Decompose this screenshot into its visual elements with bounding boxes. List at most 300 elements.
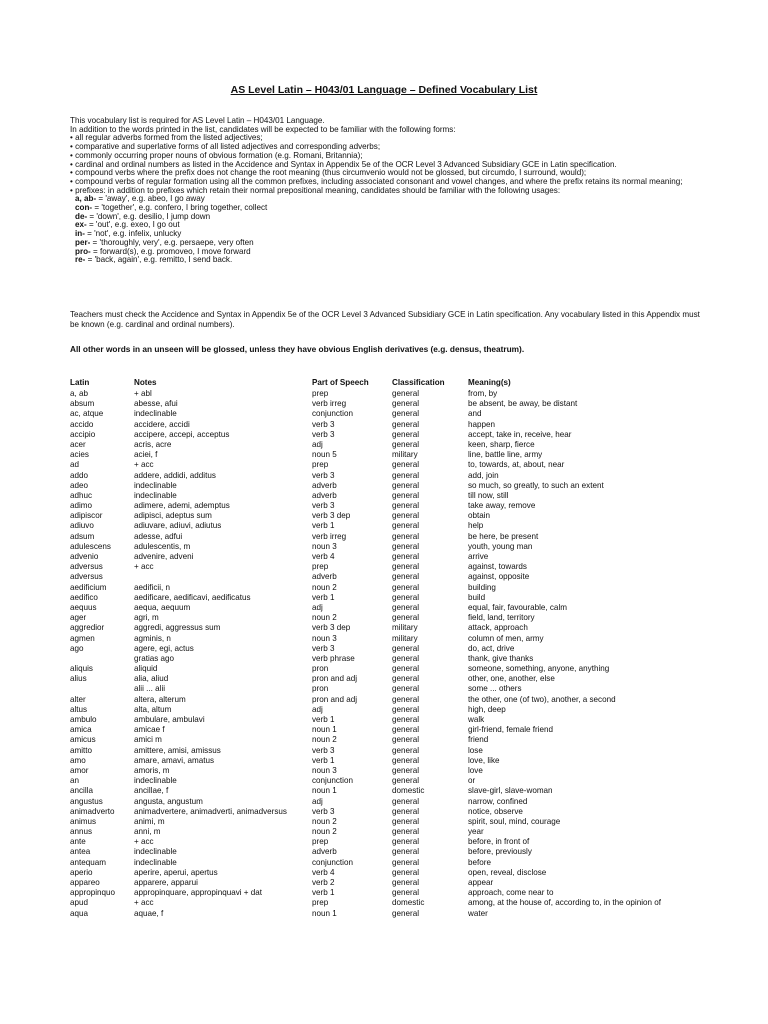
bullet-item: • prefixes: in addition to prefixes which retain their normal prepositional meaning, candidates should be familiar with the following usages: (70, 185, 561, 195)
table-row (70, 481, 720, 491)
meaning-cell: or (468, 776, 476, 786)
notes-cell: addere, addidi, additus (134, 470, 216, 480)
latin-cell: ago (70, 643, 84, 653)
latin-cell: apud (70, 898, 89, 908)
classification-cell: general (392, 827, 420, 837)
meaning-cell: appear (468, 878, 494, 887)
notes-cell: + acc (134, 460, 154, 470)
classification-cell: general (392, 582, 420, 592)
prefix-item (70, 256, 710, 265)
meaning-cell: help (468, 521, 484, 531)
latin-cell: ad (70, 460, 80, 470)
part-of-speech-cell: verb 3 (312, 643, 335, 653)
meaning-cell: against, towards (468, 562, 527, 572)
meaning-cell: open, reveal, disclose (468, 867, 547, 877)
meaning-cell: among, at the house of, according to, in the opinion of (468, 898, 662, 908)
classification-cell: general (392, 419, 420, 429)
table-row (70, 634, 720, 644)
part-of-speech-cell: noun 1 (312, 725, 337, 735)
classification-cell: general (392, 399, 420, 409)
latin-cell: amitto (70, 745, 93, 755)
table-row (70, 705, 720, 715)
table-row (70, 572, 720, 582)
notes-cell: indeclinable (134, 857, 177, 867)
table-row (70, 674, 720, 684)
meaning-cell: before, previously (468, 847, 532, 857)
meaning-cell: till now, still (468, 490, 509, 500)
latin-cell: adipiscor (70, 511, 103, 521)
table-row (70, 684, 720, 694)
classification-cell: general (392, 562, 420, 572)
part-of-speech-cell: conjunction (312, 776, 353, 786)
prefix-meaning: = 'away', e.g. abeo, I go away (96, 194, 205, 204)
bullet-item: • comparative and superlative forms of all listed adjectives and corresponding adverbs; (70, 142, 381, 152)
table-row (70, 440, 720, 450)
notes-cell: aliquid (134, 664, 158, 674)
prefix-term: in- (75, 229, 85, 239)
document-title: AS Level Latin – H043/01 Language – Defined Vocabulary List (230, 84, 538, 96)
meaning-cell: narrow, confined (468, 796, 528, 806)
table-row (70, 797, 720, 807)
table-row (70, 583, 720, 593)
teachers-note: Teachers must check the Accidence and Syntax in Appendix 5e of the OCR Level 3 Advanced Subsidiary GCE in Latin specification. Any vocabulary listed in this Appendix must be known (e.g. cardinal and ordinal numbers). (70, 310, 700, 329)
meaning-cell: add, join (468, 470, 499, 480)
meaning-cell: love, like (468, 755, 500, 765)
part-of-speech-cell: noun 2 (312, 735, 337, 745)
classification-cell: general (392, 684, 420, 694)
prefix-meaning: = 'back, again', e.g. remitto, I send back. (85, 255, 233, 265)
classification-cell: domestic (392, 786, 425, 796)
notes-cell: adipisci, adeptus sum (134, 511, 212, 521)
latin-cell: altus (70, 704, 88, 714)
notes-cell: indeclinable (134, 847, 177, 857)
intro-line: This vocabulary list is required for AS Level Latin – H043/01 Language. (70, 116, 325, 125)
latin-cell: adhuc (70, 490, 93, 500)
notes-cell: angusta, angustum (134, 796, 203, 806)
notes-cell: accidere, accidi (134, 419, 190, 429)
classification-cell: general (392, 470, 420, 480)
table-row (70, 460, 720, 470)
notes-cell: aciei, f (134, 450, 158, 460)
latin-cell: ancilla (70, 786, 93, 796)
classification-cell: general (392, 908, 420, 918)
table-row (70, 746, 720, 756)
bullet-item: • all regular adverbs formed from the listed adjectives; (70, 133, 263, 143)
classification-cell: general (392, 725, 420, 735)
latin-cell: aedifico (70, 592, 98, 602)
classification-cell: general (392, 439, 420, 449)
classification-cell: general (392, 541, 420, 551)
classification-cell: general (392, 429, 420, 439)
prefix-meaning: = 'together', e.g. confero, I bring together, collect (92, 203, 268, 213)
latin-cell: a, ab (70, 389, 89, 398)
classification-cell: general (392, 613, 420, 623)
meaning-cell: walk (468, 715, 485, 724)
latin-cell: adiuvo (70, 521, 94, 531)
latin-cell: appareo (70, 878, 100, 887)
prefix-meaning: = forward(s), e.g. promoveo, I move forward (90, 246, 251, 256)
notes-cell: adulescentis, m (134, 541, 191, 551)
classification-cell: general (392, 602, 420, 612)
classification-cell: general (392, 460, 420, 470)
meaning-cell: before, in front of (468, 837, 530, 847)
latin-cell: aperio (70, 867, 93, 877)
classification-cell: general (392, 531, 420, 541)
classification-cell: general (392, 409, 420, 419)
table-row (70, 542, 720, 552)
prefix-meaning: = 'out', e.g. exeo, I go out (86, 220, 180, 230)
part-of-speech-cell: noun 5 (312, 450, 337, 460)
part-of-speech-cell: conjunction (312, 409, 353, 419)
part-of-speech-cell: verb phrase (312, 653, 355, 663)
notes-cell: aggredi, aggressus sum (134, 623, 221, 633)
part-of-speech-cell: verb 3 (312, 429, 335, 439)
table-row (70, 735, 720, 745)
meaning-cell: do, act, drive (468, 643, 515, 653)
latin-cell: antequam (70, 857, 106, 867)
vocabulary-table (70, 378, 720, 919)
prefix-term: re- (75, 255, 86, 265)
column-header-part-of-speech: Part of Speech (312, 378, 369, 387)
table-row (70, 562, 720, 572)
part-of-speech-cell: verb 3 (312, 419, 335, 429)
part-of-speech-cell: adj (312, 439, 323, 449)
table-header (70, 378, 720, 389)
latin-cell: aliquis (70, 664, 93, 674)
meaning-cell: and (468, 409, 482, 419)
meaning-cell: build (468, 592, 486, 602)
latin-cell: alter (70, 694, 86, 704)
latin-cell: advenio (70, 552, 99, 561)
classification-cell: general (392, 867, 420, 877)
table-row (70, 766, 720, 776)
latin-cell: agmen (70, 633, 95, 643)
latin-cell: alius (70, 674, 87, 684)
notes-cell: aedificare, aedificavi, aedificatus (134, 592, 251, 602)
column-header-notes: Notes (134, 378, 157, 387)
notes-cell: advenire, adveni (134, 552, 194, 561)
latin-cell: acies (70, 450, 89, 460)
meaning-cell: the other, one (of two), another, a second (468, 694, 616, 704)
table-row (70, 389, 720, 399)
prefix-term: ex- (75, 220, 87, 230)
latin-cell: accipio (70, 429, 96, 439)
prefix-term: con- (75, 203, 93, 213)
meaning-cell: friend (468, 735, 489, 745)
meaning-cell: field, land, territory (468, 613, 535, 623)
table-row (70, 532, 720, 542)
latin-cell: adulescens (70, 541, 111, 551)
intro-section (70, 117, 710, 265)
classification-cell: general (392, 653, 420, 663)
part-of-speech-cell: verb 1 (312, 888, 335, 898)
meaning-cell: water (468, 908, 488, 918)
bullet-item: • compound verbs where the prefix does not change the root meaning (thus circumvenio would not be glossed, but circumdo, I surround, would); (70, 168, 587, 178)
part-of-speech-cell: verb 3 dep (312, 623, 351, 633)
notes-cell: + acc (134, 898, 154, 908)
notes-cell: + abl (134, 389, 152, 398)
notes-cell: alia, aliud (134, 674, 169, 684)
meaning-cell: against, opposite (468, 572, 530, 582)
part-of-speech-cell: verb 4 (312, 867, 335, 877)
prefix-list (70, 195, 710, 265)
notes-cell: indeclinable (134, 490, 177, 500)
latin-cell: addo (70, 470, 89, 480)
latin-cell: antea (70, 847, 91, 857)
table-row (70, 430, 720, 440)
classification-cell: general (392, 704, 420, 714)
latin-cell: adimo (70, 501, 93, 511)
prefix-term: pro- (75, 246, 91, 256)
part-of-speech-cell: verb 1 (312, 715, 335, 724)
classification-cell: general (392, 735, 420, 745)
latin-cell: angustus (70, 796, 103, 806)
latin-cell: aggredior (70, 623, 105, 633)
table-row (70, 501, 720, 511)
part-of-speech-cell: noun 3 (312, 541, 337, 551)
classification-cell: general (392, 572, 420, 582)
meaning-cell: slave-girl, slave-woman (468, 786, 553, 796)
latin-cell: amor (70, 765, 89, 775)
classification-cell: general (392, 765, 420, 775)
meaning-cell: take away, remove (468, 501, 536, 511)
part-of-speech-cell: pron and adj (312, 694, 358, 704)
classification-cell: general (392, 715, 420, 724)
notes-cell: + acc (134, 562, 154, 572)
part-of-speech-cell: verb 1 (312, 521, 335, 531)
meaning-cell: some ... others (468, 684, 522, 694)
table-row (70, 593, 720, 603)
part-of-speech-cell: prep (312, 562, 329, 572)
meaning-cell: happen (468, 419, 496, 429)
meaning-cell: love (468, 765, 483, 775)
part-of-speech-cell: noun 2 (312, 582, 337, 592)
meaning-cell: so much, so greatly, to such an extent (468, 480, 604, 490)
classification-cell: domestic (392, 898, 425, 908)
table-row (70, 664, 720, 674)
table-row (70, 888, 720, 898)
latin-cell: adversus (70, 572, 103, 582)
notes-cell: abesse, afui (134, 399, 178, 409)
latin-cell: animus (70, 816, 97, 826)
part-of-speech-cell: verb 2 (312, 878, 335, 887)
table-row (70, 491, 720, 501)
notes-cell: aedificii, n (134, 582, 170, 592)
latin-cell: amica (70, 725, 92, 735)
notes-cell: adimere, ademi, ademptus (134, 501, 230, 511)
part-of-speech-cell: noun 2 (312, 816, 337, 826)
table-row (70, 878, 720, 888)
table-row (70, 847, 720, 857)
notes-cell: amicae f (134, 725, 165, 735)
classification-cell: general (392, 837, 420, 847)
notes-cell: agminis, n (134, 633, 171, 643)
classification-cell: general (392, 501, 420, 511)
meaning-cell: attack, approach (468, 623, 528, 633)
table-row (70, 450, 720, 460)
part-of-speech-cell: verb 4 (312, 552, 335, 561)
classification-cell: general (392, 521, 420, 531)
notes-cell: alta, altum (134, 704, 172, 714)
part-of-speech-cell: noun 3 (312, 633, 337, 643)
meaning-cell: obtain (468, 511, 491, 521)
table-row (70, 909, 720, 919)
column-header-latin: Latin (70, 378, 90, 387)
latin-cell: adversus (70, 562, 103, 572)
part-of-speech-cell: pron (312, 664, 329, 674)
classification-cell: general (392, 847, 420, 857)
classification-cell: general (392, 592, 420, 602)
latin-cell: acer (70, 439, 86, 449)
classification-cell: general (392, 389, 420, 398)
part-of-speech-cell: prep (312, 460, 329, 470)
meaning-cell: thank, give thanks (468, 653, 534, 663)
meaning-cell: notice, observe (468, 806, 523, 816)
prefix-meaning: = 'not', e.g. infelix, unlucky (84, 229, 182, 239)
latin-cell: aequus (70, 602, 97, 612)
notes-cell: agere, egi, actus (134, 643, 194, 653)
classification-cell: general (392, 511, 420, 521)
classification-cell: general (392, 694, 420, 704)
table-row (70, 725, 720, 735)
table-row (70, 807, 720, 817)
notes-cell: agri, m (134, 613, 159, 623)
notes-cell: adiuvare, adiuvi, adiutus (134, 521, 222, 531)
table-row (70, 552, 720, 562)
prefix-meaning: = 'thoroughly, very', e.g. persaepe, very often (90, 237, 254, 247)
notes-cell: aperire, aperui, apertus (134, 867, 218, 877)
notes-cell: ancillae, f (134, 786, 169, 796)
classification-cell: military (392, 633, 418, 643)
latin-cell: ager (70, 613, 87, 623)
classification-cell: general (392, 878, 420, 887)
prefix-term: a, ab- (75, 194, 97, 204)
classification-cell: general (392, 776, 420, 786)
notes-cell: apparere, apparui (134, 878, 198, 887)
meaning-cell: someone, something, anyone, anything (468, 664, 610, 674)
latin-cell: adsum (70, 531, 95, 541)
table-row (70, 868, 720, 878)
table-row (70, 644, 720, 654)
part-of-speech-cell: prep (312, 837, 329, 847)
classification-cell: military (392, 450, 418, 460)
meaning-cell: lose (468, 745, 483, 755)
latin-cell: adeo (70, 480, 89, 490)
part-of-speech-cell: verb 1 (312, 592, 335, 602)
meaning-cell: be absent, be away, be distant (468, 399, 578, 409)
notes-cell: amare, amavi, amatus (134, 755, 215, 765)
meaning-cell: keen, sharp, fierce (468, 439, 535, 449)
meaning-cell: column of men, army (468, 633, 544, 643)
part-of-speech-cell: noun 1 (312, 908, 337, 918)
table-row (70, 898, 720, 908)
classification-cell: general (392, 857, 420, 867)
part-of-speech-cell: adj (312, 602, 323, 612)
part-of-speech-cell: noun 3 (312, 765, 337, 775)
classification-cell: general (392, 806, 420, 816)
table-row (70, 521, 720, 531)
table-row (70, 613, 720, 623)
gloss-note: All other words in an unseen will be glossed, unless they have obvious English derivatives (e.g. densus, theatrum). (70, 344, 525, 354)
part-of-speech-cell: adj (312, 704, 323, 714)
classification-cell: military (392, 623, 418, 633)
notes-cell: aequa, aequum (134, 602, 191, 612)
part-of-speech-cell: verb 3 dep (312, 511, 351, 521)
part-of-speech-cell: conjunction (312, 857, 353, 867)
latin-cell: absum (70, 399, 95, 409)
intro-line: In addition to the words printed in the list, candidates will be expected to be familiar with the following forms: (70, 124, 456, 134)
latin-cell: amo (70, 755, 86, 765)
table-body (70, 389, 720, 919)
part-of-speech-cell: adj (312, 796, 323, 806)
table-row (70, 715, 720, 725)
notes-cell: anni, m (134, 827, 161, 837)
notes-cell: indeclinable (134, 480, 177, 490)
latin-cell: annus (70, 827, 93, 837)
meaning-cell: girl-friend, female friend (468, 725, 554, 735)
classification-cell: general (392, 674, 420, 684)
classification-cell: general (392, 796, 420, 806)
part-of-speech-cell: adverb (312, 847, 337, 857)
table-row (70, 756, 720, 766)
meaning-cell: to, towards, at, about, near (468, 460, 565, 470)
table-row (70, 409, 720, 419)
classification-cell: general (392, 816, 420, 826)
notes-cell: animadvertere, animadverti, animadversus (134, 806, 287, 816)
classification-cell: general (392, 643, 420, 653)
latin-cell: ambulo (70, 715, 97, 724)
classification-cell: general (392, 745, 420, 755)
notes-cell: aquae, f (134, 908, 164, 918)
table-row (70, 776, 720, 786)
part-of-speech-cell: pron and adj (312, 674, 358, 684)
notes-cell: gratias ago (134, 653, 175, 663)
latin-cell: ac, atque (70, 409, 104, 419)
part-of-speech-cell: verb 3 (312, 501, 335, 511)
table-row (70, 399, 720, 409)
latin-cell: aqua (70, 908, 89, 918)
part-of-speech-cell: prep (312, 898, 329, 908)
meaning-cell: approach, come near to (468, 888, 554, 898)
notes-cell: acris, acre (134, 439, 172, 449)
prefix-meaning: = 'down', e.g. desilio, I jump down (87, 211, 211, 221)
meaning-cell: high, deep (468, 704, 506, 714)
notes-cell: altera, alterum (134, 694, 186, 704)
table-row (70, 837, 720, 847)
latin-cell: accido (70, 419, 94, 429)
meaning-cell: building (468, 582, 496, 592)
classification-cell: general (392, 888, 420, 898)
part-of-speech-cell: pron (312, 684, 329, 694)
classification-cell: general (392, 664, 420, 674)
meaning-cell: equal, fair, favourable, calm (468, 602, 567, 612)
latin-cell: appropinquo (70, 888, 116, 898)
table-row (70, 511, 720, 521)
latin-cell: ante (70, 837, 86, 847)
table-row (70, 827, 720, 837)
part-of-speech-cell: verb 3 (312, 806, 335, 816)
bullet-item: • cardinal and ordinal numbers as listed in the Accidence and Syntax in Appendix 5e of the OCR Level 3 Advanced Subsidiary GCE in Latin specification. (70, 159, 617, 169)
part-of-speech-cell: verb irreg (312, 399, 347, 409)
meaning-cell: be here, be present (468, 531, 539, 541)
bullet-item: • commonly occurring proper nouns of obvious formation (e.g. Romani, Britannia); (70, 150, 363, 160)
part-of-speech-cell: verb 1 (312, 755, 335, 765)
table-row (70, 858, 720, 868)
column-header-meanings: Meaning(s) (468, 378, 511, 387)
table-row (70, 603, 720, 613)
classification-cell: general (392, 755, 420, 765)
part-of-speech-cell: noun 1 (312, 786, 337, 796)
